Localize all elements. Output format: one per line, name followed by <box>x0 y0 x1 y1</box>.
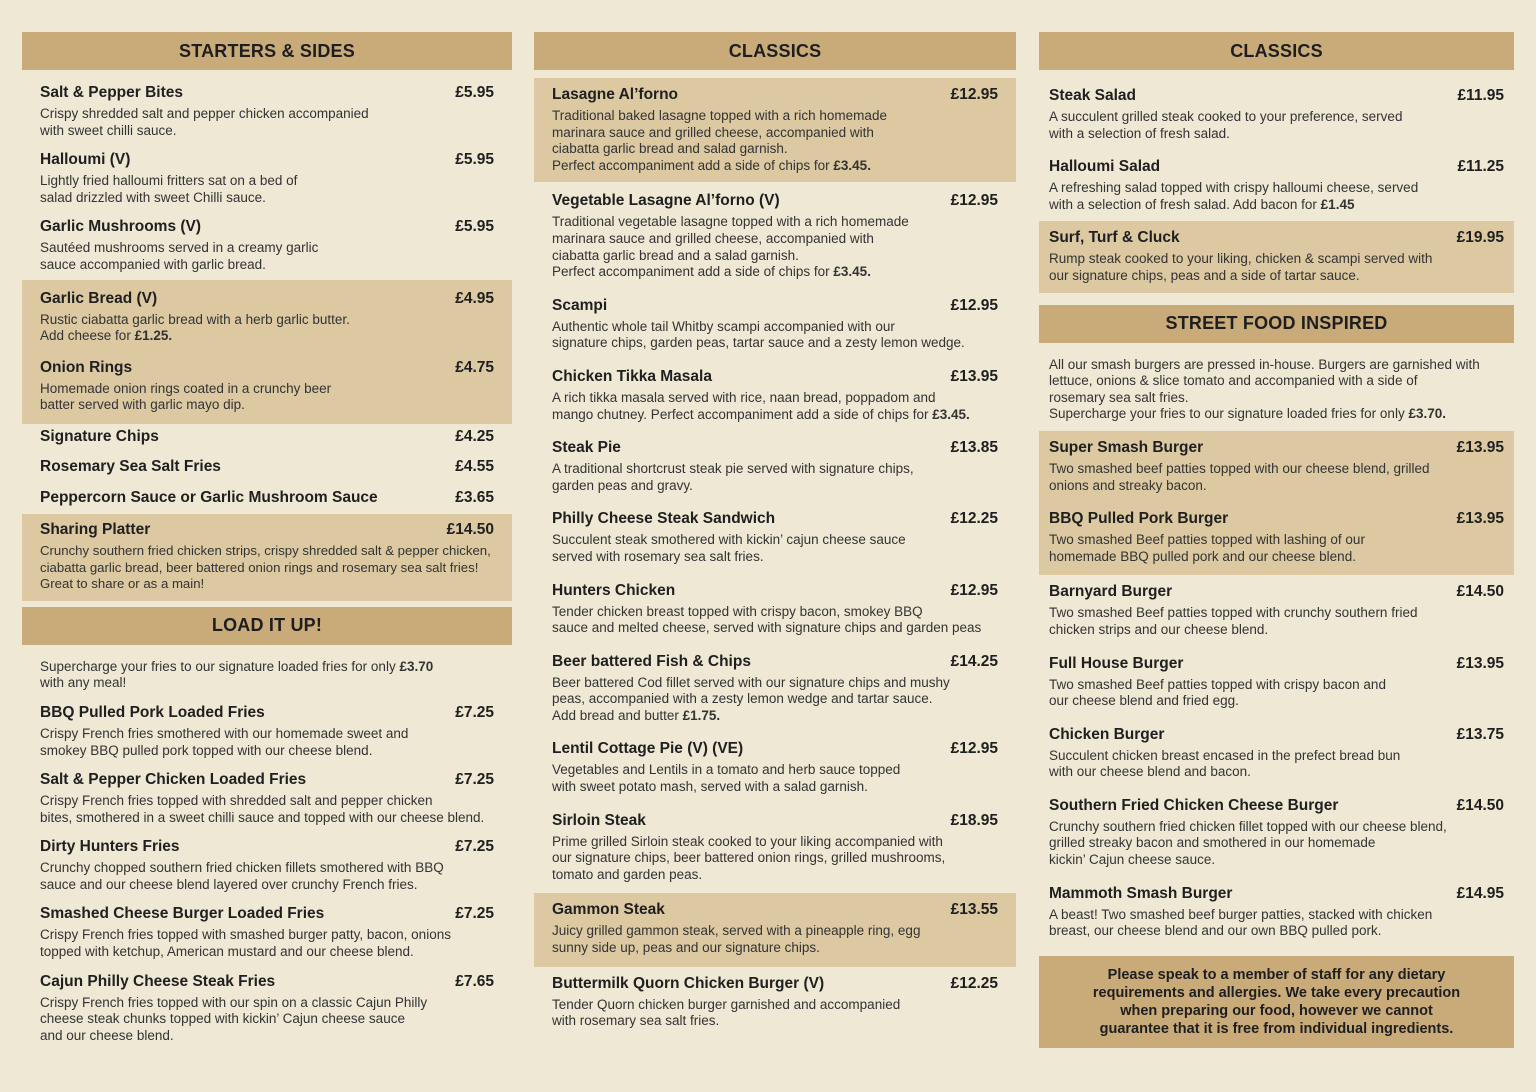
menu-item <box>1039 789 1514 877</box>
item-price: £7.65 <box>455 972 494 990</box>
menu-item-highlighted <box>22 514 512 601</box>
item-desc: Two smashed Beef patties topped with crunchy southern fried chicken strips and our cheese blend. <box>1049 605 1418 637</box>
menu-item <box>534 182 1016 288</box>
item-name: Rosemary Sea Salt Fries <box>40 457 221 475</box>
item-name: Scampi <box>552 296 608 314</box>
column-right <box>1039 32 1514 1048</box>
item-price: £14.25 <box>950 652 998 670</box>
item-price: £7.25 <box>455 838 494 856</box>
item-price: £12.25 <box>950 974 998 992</box>
item-price: £13.95 <box>950 367 998 385</box>
menu-item <box>22 214 512 279</box>
item-price: £12.95 <box>950 86 998 103</box>
item-name: Garlic Mushrooms (V) <box>40 218 202 236</box>
item-desc: A beast! Two smashed beef burger patties, stacked with chicken breast, our cheese blend and our own BBQ pulled pork. <box>1049 906 1433 939</box>
column-middle <box>534 32 1016 1030</box>
item-name: Sharing Platter <box>40 520 151 538</box>
section-header-loaded: LOAD IT UP! <box>22 607 512 645</box>
item-desc: Sautéed mushrooms served in a creamy garlic sauce accompanied with garlic bread. <box>40 240 319 272</box>
item-name: Dirty Hunters Fries <box>40 838 180 856</box>
item-name: Lentil Cottage Pie (V) (VE) <box>552 740 744 758</box>
item-name: Cajun Philly Cheese Steak Fries <box>40 972 276 990</box>
item-desc: Crispy shredded salt and pepper chicken accompanied with sweet chilli sauce. <box>40 106 369 138</box>
item-price: £14.50 <box>446 520 494 538</box>
item-name: Halloumi Salad <box>1049 158 1161 176</box>
menu-item <box>534 804 1016 894</box>
menu-item <box>534 732 1016 803</box>
item-desc: Traditional vegetable lasagne topped with a rich homemade marinara sauce and grilled cheese, accompanied with ciabatta garlic bread and a salad garnish. Perfect accompaniment add a side of chips for £3.45. <box>552 214 909 280</box>
section-header-classics: CLASSICS <box>534 32 1016 70</box>
item-price: £14.50 <box>1456 583 1504 601</box>
menu-item <box>22 489 512 514</box>
menu-item <box>534 502 1016 573</box>
item-desc: Authentic whole tail Whitby scampi accompanied with our signature chips, garden peas, tartar sauce and a zesty lemon wedge. <box>552 318 965 351</box>
item-price: £11.25 <box>1457 158 1504 176</box>
menu-item <box>534 967 1016 1030</box>
item-price: £14.50 <box>1456 796 1504 814</box>
item-price: £13.85 <box>950 439 998 457</box>
item-name: Barnyard Burger <box>1049 583 1173 601</box>
item-desc: Crispy French fries topped with our spin on a classic Cajun Philly cheese steak chunks topped with kickin’ Cajun cheese sauce and our cheese blend. <box>40 994 428 1043</box>
item-price: £4.25 <box>455 427 494 445</box>
item-name: Chicken Burger <box>1049 725 1165 743</box>
menu-item <box>1039 150 1514 221</box>
menu-item-highlighted <box>22 353 512 424</box>
item-desc: Two smashed beef patties topped with our cheese blend, grilled onions and streaky bacon. <box>1049 460 1430 493</box>
menu-item-highlighted <box>1039 221 1514 292</box>
menu-item <box>534 645 1016 733</box>
item-name: Super Smash Burger <box>1049 438 1204 456</box>
item-price: £5.95 <box>455 84 494 101</box>
item-price: £4.75 <box>455 358 494 376</box>
item-price: £12.95 <box>950 192 998 210</box>
item-name: Salt & Pepper Bites <box>40 84 183 101</box>
item-price: £12.95 <box>950 740 998 758</box>
menu-item <box>534 574 1016 645</box>
item-name: Steak Pie <box>552 439 621 457</box>
item-price: £14.95 <box>1456 884 1504 902</box>
item-name: Hunters Chicken <box>552 581 676 599</box>
item-price: £5.95 <box>455 151 494 169</box>
item-desc: Tender Quorn chicken burger garnished and accompanied with rosemary sea salt fries. <box>552 996 901 1029</box>
menu-item-highlighted <box>22 280 512 353</box>
item-price: £7.25 <box>455 703 494 721</box>
column-left <box>22 32 512 1044</box>
item-desc: Juicy grilled gammon steak, served with a pineapple ring, egg sunny side up, peas and our signature chips. <box>552 923 921 956</box>
item-name: Buttermilk Quorn Chicken Burger (V) <box>552 974 825 992</box>
item-name: Mammoth Smash Burger <box>1049 884 1233 902</box>
item-desc: Beer battered Cod fillet served with our signature chips and mushy peas, accompanied with a zesty lemon wedge and tartar sauce. Add bread and butter £1.75. <box>552 674 950 723</box>
menu-item <box>1039 575 1514 646</box>
menu-item <box>22 767 512 834</box>
item-desc: Rustic ciabatta garlic bread with a herb garlic butter. Add cheese for £1.25. <box>40 311 350 344</box>
item-price: £13.95 <box>1456 438 1504 456</box>
item-price: £12.95 <box>950 581 998 599</box>
item-name: Full House Burger <box>1049 654 1184 672</box>
item-desc: Succulent chicken breast encased in the prefect bread bun with our cheese blend and bacon. <box>1049 747 1401 780</box>
menu-item <box>22 834 512 901</box>
menu-item <box>534 289 1016 360</box>
item-name: Lasagne Al’forno <box>552 86 679 103</box>
item-desc: A refreshing salad topped with crispy halloumi cheese, served with a selection of fresh salad. Add bacon for £1.45 <box>1049 180 1419 212</box>
item-desc: Crispy French fries smothered with our homemade sweet and smokey BBQ pulled pork topped with our cheese blend. <box>40 725 409 758</box>
item-name: Beer battered Fish & Chips <box>552 652 751 670</box>
item-name: Sirloin Steak <box>552 811 646 829</box>
section-header-starters: STARTERS & SIDES <box>22 32 512 70</box>
street-intro: All our smash burgers are pressed in-house. Burgers are garnished with lettuce, onions & slice tomato and accompanied with a side of rosemary sea salt fries. Supercharge your fries to our signature loaded fries for only £3.70. <box>1049 356 1480 422</box>
item-name: Peppercorn Sauce or Garlic Mushroom Sauce <box>40 488 378 506</box>
item-name: BBQ Pulled Pork Loaded Fries <box>40 703 265 721</box>
item-name: Garlic Bread (V) <box>40 289 158 307</box>
menu-item <box>22 458 512 489</box>
item-price: £12.25 <box>950 510 998 528</box>
section-header-classics-2: CLASSICS <box>1039 32 1514 70</box>
item-name: Southern Fried Chicken Cheese Burger <box>1049 796 1339 814</box>
menu-item <box>1039 877 1514 956</box>
menu-item-highlighted <box>534 78 1016 182</box>
item-desc: Tender chicken breast topped with crispy bacon, smokey BBQ sauce and melted cheese, served with signature chips and garden peas <box>552 603 982 636</box>
menu-item <box>22 70 512 147</box>
menu-item <box>22 147 512 214</box>
item-desc: Prime grilled Sirloin steak cooked to your liking accompanied with our signature chips, beer battered onion rings, grilled mushrooms, tomato and garden peas. <box>552 833 946 882</box>
item-price: £19.95 <box>1456 229 1504 247</box>
menu-item <box>22 424 512 458</box>
menu-item-highlighted <box>1039 431 1514 502</box>
item-name: Smashed Cheese Burger Loaded Fries <box>40 905 325 923</box>
item-desc: Rump steak cooked to your liking, chicken & scampi served with our signature chips, peas and a side of tartar sauce. <box>1049 251 1433 283</box>
item-price: £13.95 <box>1456 654 1504 672</box>
item-desc: Crispy French fries topped with smashed burger patty, bacon, onions topped with ketchup, American mustard and our cheese blend. <box>40 927 451 960</box>
item-price: £4.55 <box>455 457 494 475</box>
item-desc: Vegetables and Lentils in a tomato and herb sauce topped with sweet potato mash, served with a salad garnish. <box>552 762 901 795</box>
item-name: Salt & Pepper Chicken Loaded Fries <box>40 771 307 789</box>
item-desc: A traditional shortcrust steak pie served with signature chips, garden peas and gravy. <box>552 461 914 493</box>
item-desc: Crispy French fries topped with shredded salt and pepper chicken bites, smothered in a sweet chilli sauce and topped with our cheese blend. <box>40 793 485 825</box>
item-name: Halloumi (V) <box>40 151 131 169</box>
item-name: Signature Chips <box>40 427 159 445</box>
menu-item-highlighted <box>534 893 1016 966</box>
item-name: Steak Salad <box>1049 87 1137 104</box>
item-desc: A succulent grilled steak cooked to your preference, served with a selection of fresh salad. <box>1049 109 1403 141</box>
item-price: £5.95 <box>455 218 494 236</box>
item-price: £13.75 <box>1456 725 1504 743</box>
item-price: £18.95 <box>950 811 998 829</box>
menu-item <box>1039 647 1514 718</box>
item-name: Vegetable Lasagne Al’forno (V) <box>552 192 780 210</box>
item-desc: Crunchy southern fried chicken fillet topped with our cheese blend, grilled streaky bacon and smothered in our homemade kickin’ Cajun cheese sauce. <box>1049 818 1447 868</box>
item-desc: Crunchy southern fried chicken strips, crispy shredded salt & pepper chicken, ciabatta garlic bread, beer battered onion rings and rosemary sea salt fries! Great to share or as a main! <box>40 542 491 592</box>
item-name: Onion Rings <box>40 358 133 376</box>
item-desc: Traditional baked lasagne topped with a rich homemade marinara sauce and grilled cheese, accompanied with ciabatta garlic bread and salad garnish. Perfect accompaniment add a side of chips for £3.45. <box>552 108 887 173</box>
item-desc: Two smashed Beef patties topped with lashing of our homemade BBQ pulled pork and our cheese blend. <box>1049 532 1365 564</box>
item-price: £7.25 <box>455 905 494 923</box>
item-desc: A rich tikka masala served with rice, naan bread, poppadom and mango chutney. Perfect accompaniment add a side of chips for £3.45. <box>552 389 970 422</box>
item-price: £13.95 <box>1456 510 1504 528</box>
item-name: BBQ Pulled Pork Burger <box>1049 510 1229 528</box>
menu-item <box>22 969 512 1045</box>
menu-item <box>1039 70 1514 150</box>
item-desc: Succulent steak smothered with kickin’ cajun cheese sauce served with rosemary sea salt fries. <box>552 532 906 564</box>
item-price: £13.55 <box>950 901 998 919</box>
item-desc: Lightly fried halloumi fritters sat on a bed of salad drizzled with sweet Chilli sauce. <box>40 173 298 205</box>
item-name: Gammon Steak <box>552 901 665 919</box>
allergy-notice: Please speak to a member of staff for any dietary requirements and allergies. We take every precaution when preparing our food, however we cannot guarantee that it is free from individual ingredients. <box>1039 956 1514 1048</box>
item-desc: Crunchy chopped southern fried chicken fillets smothered with BBQ sauce and our cheese blend layered over crunchy French fries. <box>40 860 444 892</box>
item-price: £7.25 <box>455 771 494 789</box>
menu-item <box>22 901 512 968</box>
menu-item <box>534 431 1016 502</box>
item-name: Philly Cheese Steak Sandwich <box>552 510 776 528</box>
menu-item <box>1039 718 1514 789</box>
item-price: £4.95 <box>455 289 494 307</box>
item-price: £11.95 <box>1457 87 1504 104</box>
item-desc: Two smashed Beef patties topped with crispy bacon and our cheese blend and fried egg. <box>1049 676 1386 709</box>
menu-item-highlighted <box>1039 502 1514 575</box>
item-desc: Homemade onion rings coated in a crunchy beer batter served with garlic mayo dip. <box>40 380 332 413</box>
item-name: Surf, Turf & Cluck <box>1049 229 1180 247</box>
item-price: £3.65 <box>455 488 494 506</box>
section-header-street-food: STREET FOOD INSPIRED <box>1039 305 1514 343</box>
menu-item <box>534 360 1016 431</box>
item-name: Chicken Tikka Masala <box>552 367 712 385</box>
item-price: £12.95 <box>950 296 998 314</box>
menu-item <box>22 692 512 767</box>
loaded-intro: Supercharge your fries to our signature loaded fries for only £3.70 with any meal! <box>40 658 434 691</box>
